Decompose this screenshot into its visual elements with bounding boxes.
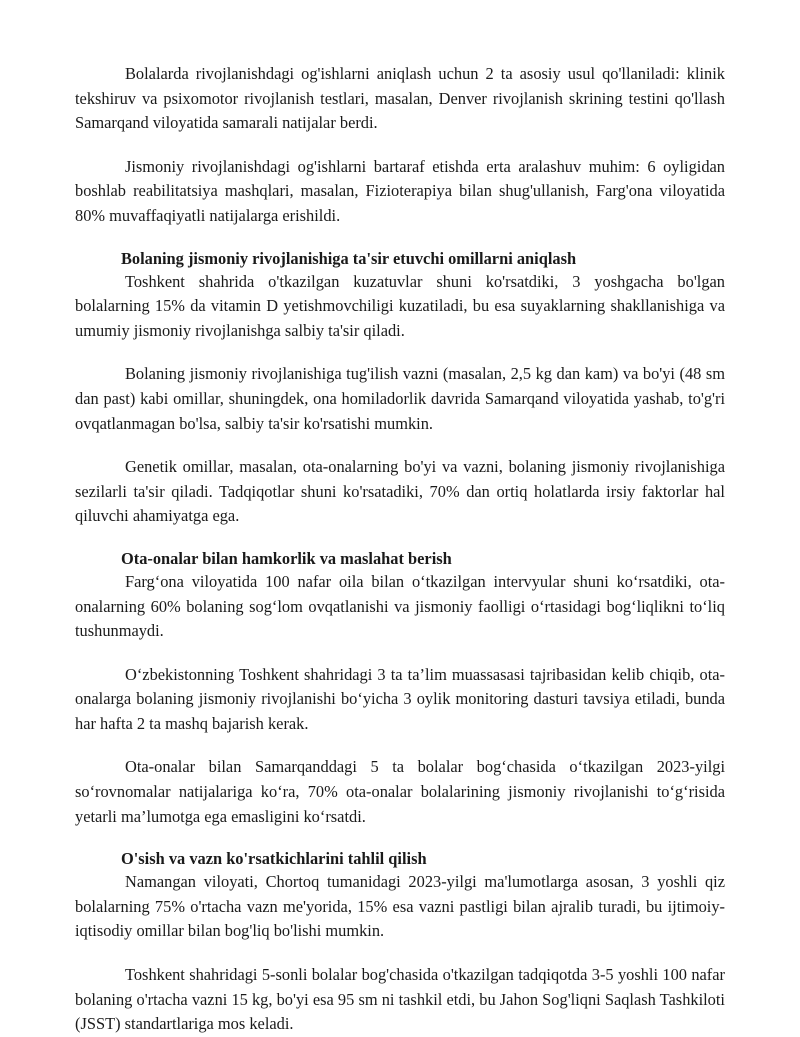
paragraph: Farg‘ona viloyatida 100 nafar oila bilan o‘tkazilgan intervyular shuni ko‘rsatdiki, ota-onalarning 60% bolaning sog‘lom ovqatlanishi va jismoniy faolligi o‘rtasidagi bog‘liqlikni to‘liq tushunmaydi. [75,571,725,641]
paragraph: Bolalarda rivojlanishdagi og'ishlarni aniqlash uchun 2 ta asosiy usul qo'llaniladi: klinik tekshiruv va psixomotor rivojlanish testlari, masalan, Denver rivojlanish skrining testini qo'llash Samarqand viloyatida samarali natijalar berdi. [75,64,725,133]
paragraph: O‘zbekistonning Toshkent shahridagi 3 ta ta’lim muassasasi tajribasidan kelib chiqib, ota-onalarga bolaning jismoniy rivojlanishi bo‘yicha 3 oylik monitoring dasturi tavsiya etiladi, bunda har hafta 2 ta mashq bajarish kerak. [75,664,725,733]
section-heading: O'sish va vazn ko'rsatkichlarini tahlil qilish [121,849,427,869]
paragraph: Toshkent shahrida o'tkazilgan kuzatuvlar shuni ko'rsatdiki, 3 yoshgacha bo'lgan bolalarning 15% da vitamin D yetishmovchiligi kuzatiladi, bu esa suyaklarning shakllanishiga va umumiy jismoniy rivojlanishga salbiy ta'sir qiladi. [75,271,725,340]
paragraph: Genetik omillar, masalan, ota-onalarning bo'yi va vazni, bolaning jismoniy rivojlanishiga sezilarli ta'sir qiladi. Tadqiqotlar shuni ko'rsatadiki, 70% dan ortiq holatlarda irsiy faktorlar hal qiluvchi ahamiyatga ega. [75,457,725,526]
section-heading: Ota-onalar bilan hamkorlik va maslahat berish [121,548,452,568]
paragraph: Namangan viloyati, Chortoq tumanidagi 2023-yilgi ma'lumotlarga asosan, 3 yoshli qiz bolalarning 75% o'rtacha vazn me'yorida, 15% esa vazni pastligi bilan ajralib turadi, bu ijtimoiy-iqtisodiy omillar bilan bog'liq bo'lishi mumkin. [75,872,725,941]
paragraph: Toshkent shahridagi 5-sonli bolalar bog'chasida o'tkazilgan tadqiqotda 3-5 yoshli 100 nafar bolaning o'rtacha vazni 15 kg, bo'yi esa 95 sm ni tashkil etdi, bu Jahon Sog'liqni Saqlash Tashkiloti (JSST) standartlariga mos keladi. [75,965,725,1034]
paragraph: Bolaning jismoniy rivojlanishiga tug'ilish vazni (masalan, 2,5 kg dan kam) va bo'yi (48 sm dan past) kabi omillar, shuningdek, ona homiladorlik davrida Samarqand viloyatida yashab, to'g'ri ovqatlanmagan bo'lsa, salbiy ta'sir ko'rsatishi mumkin. [75,364,725,433]
section-heading: Bolaning jismoniy rivojlanishiga ta'sir etuvchi omillarni aniqlash [121,248,577,268]
paragraph: Ota-onalar bilan Samarqanddagi 5 ta bolalar bog‘chasida o‘tkazilgan 2023-yilgi so‘rovnomalar natijalariga ko‘ra, 70% ota-onalar bolalarining jismoniy rivojlanishi to‘g‘risida yetarli ma’lumotga ega emasligini ko‘rsatdi. [75,757,725,826]
paragraph: Jismoniy rivojlanishdagi og'ishlarni bartaraf etishda erta aralashuv muhim: 6 oyligidan boshlab reabilitatsiya mashqlari, masalan, Fizioterapiya bilan shug'ullanish, Farg'ona viloyatida 80% muvaffaqiyatli natijalarga erishildi. [75,156,725,225]
